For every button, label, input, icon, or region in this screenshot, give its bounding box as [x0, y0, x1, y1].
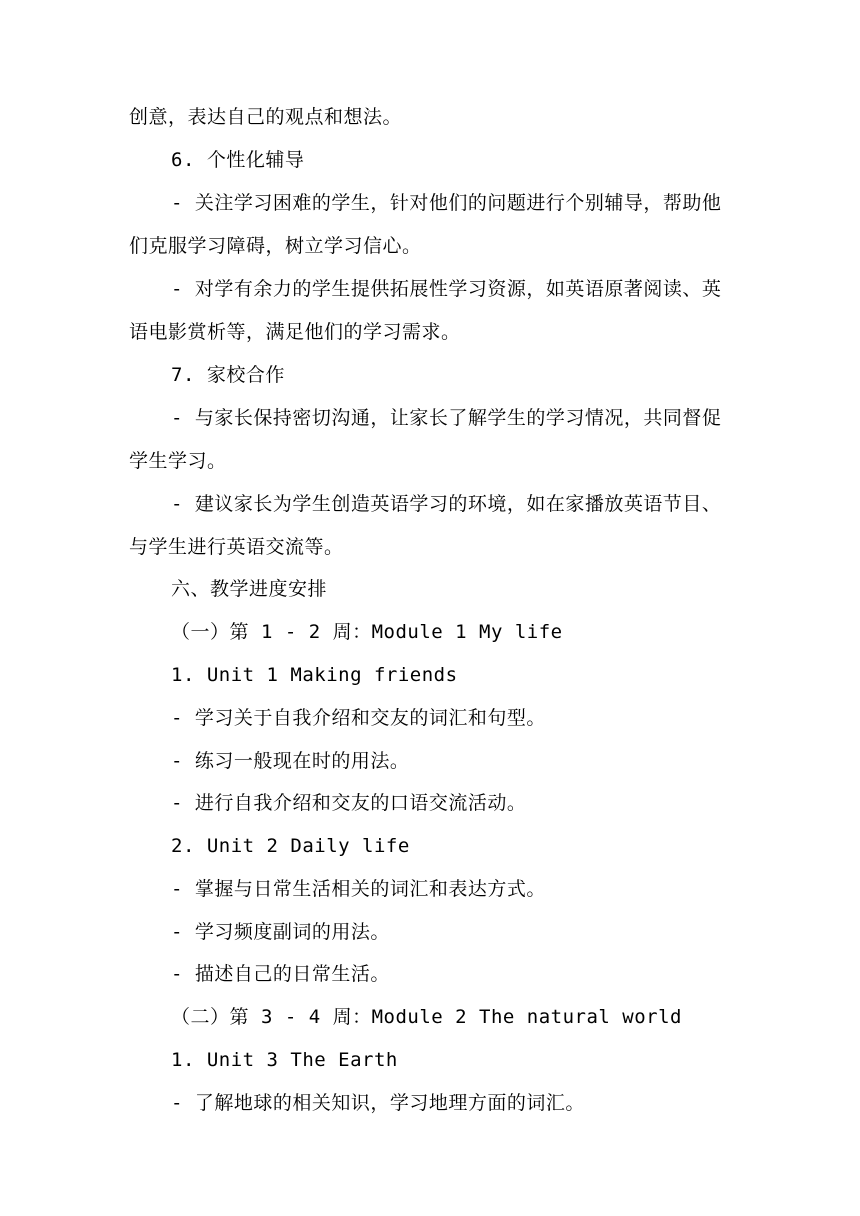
text-line: - 建议家长为学生创造英语学习的环境，如在家播放英语节目、: [171, 493, 722, 515]
text-line: 们克服学习障碍，树立学习信心。: [129, 235, 422, 257]
text-line: - 与家长保持密切沟通，让家长了解学生的学习情况，共同督促: [171, 407, 722, 429]
text-line: 与学生进行英语交流等。: [129, 536, 344, 558]
unit-heading: 1. Unit 3 The Earth: [171, 1049, 398, 1071]
list-item: - 学习关于自我介绍和交友的词汇和句型。: [171, 707, 546, 729]
unit-heading: 2. Unit 2 Daily life: [171, 835, 410, 857]
text-line: - 关注学习困难的学生，针对他们的问题进行个别辅导，帮助他: [171, 192, 722, 214]
schedule-heading: （二）第 3 - 4 周：Module 2 The natural world: [171, 1006, 682, 1028]
list-item: - 学习频度副词的用法。: [171, 921, 390, 943]
section-heading: 7. 家校合作: [171, 364, 285, 386]
section-heading: 6. 个性化辅导: [171, 149, 305, 171]
list-item: - 了解地球的相关知识，学习地理方面的词汇。: [171, 1092, 585, 1114]
unit-heading: 1. Unit 1 Making friends: [171, 664, 458, 686]
section-heading: 六、教学进度安排: [171, 578, 328, 600]
list-item: - 掌握与日常生活相关的词汇和表达方式。: [171, 878, 546, 900]
text-line: 创意，表达自己的观点和想法。: [129, 106, 403, 128]
text-line: 学生学习。: [129, 450, 227, 472]
list-item: - 练习一般现在时的用法。: [171, 750, 410, 772]
schedule-heading: （一）第 1 - 2 周：Module 1 My life: [171, 621, 563, 643]
text-line: 语电影赏析等，满足他们的学习需求。: [129, 321, 461, 343]
list-item: - 描述自己的日常生活。: [171, 963, 390, 985]
text-line: - 对学有余力的学生提供拓展性学习资源，如英语原著阅读、英: [171, 278, 722, 300]
list-item: - 进行自我介绍和交友的口语交流活动。: [171, 792, 527, 814]
